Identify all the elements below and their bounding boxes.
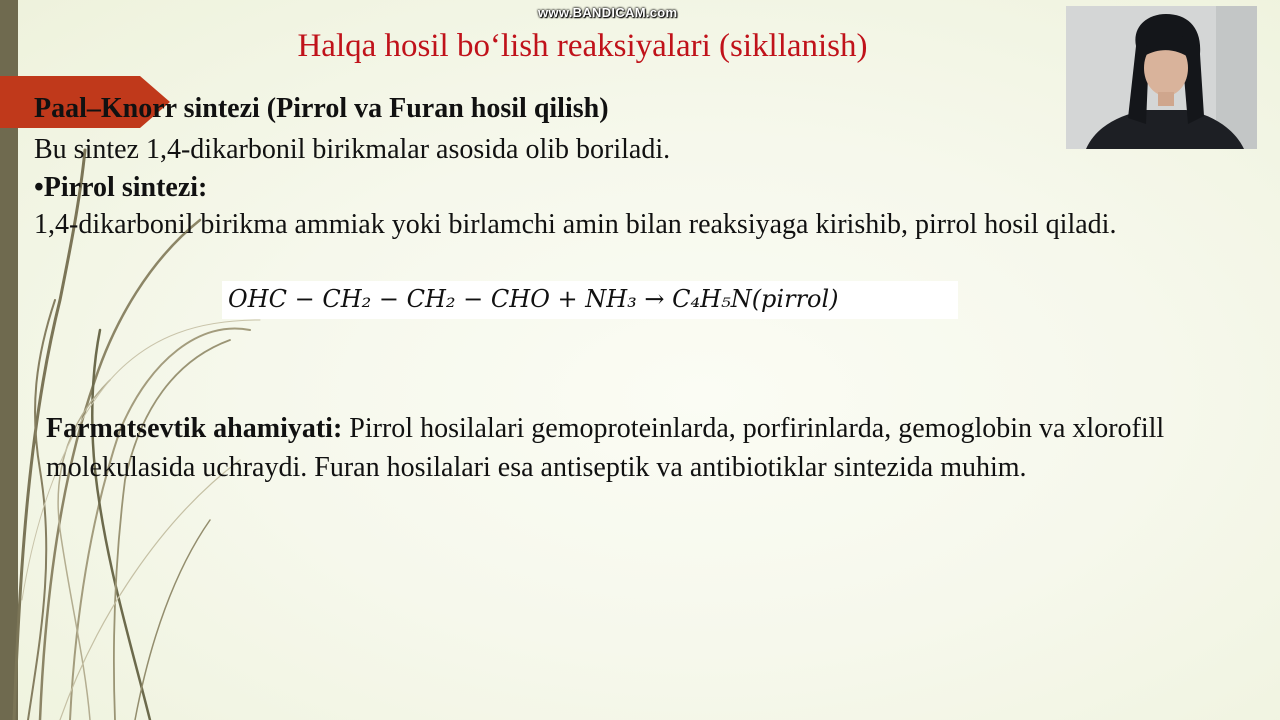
presenter-webcam-overlay: [1066, 6, 1257, 149]
pirrol-description: 1,4-dikarbonil birikma ammiak yoki birlamchi amin bilan reaksiyaga kirishib, pirrol hosil qiladi.: [34, 209, 1117, 240]
slide-title: Halqa hosil bo‘lish reaksiyalari (sikllanish): [297, 28, 868, 64]
pharma-label: Farmatsevtik ahamiyati:: [46, 413, 343, 444]
presenter-image: [1066, 6, 1257, 149]
pharma-paragraph: [46, 410, 1236, 487]
pharma-text: Pirrol hosilalari gemoproteinlarda, porfirinlarda, gemoglobin va xlorofill molekulasida uchraydi. Furan hosilalari esa antiseptik va antibiotiklar sintezida muhim.: [46, 413, 1165, 483]
recording-watermark: www.BANDICAM.com: [538, 5, 678, 20]
reaction-equation: [222, 281, 958, 319]
pirrol-subheading: •Pirrol sintezi:: [34, 172, 208, 203]
equation-text: OHC − CH₂ − CH₂ − CHO + NH₃ → C₄H₅N(pirrol): [228, 285, 839, 313]
intro-line: Bu sintez 1,4-dikarbonil birikmalar asosida olib boriladi.: [34, 134, 671, 165]
section-heading: Paal–Knorr sintezi (Pirrol va Furan hosil qilish): [34, 93, 609, 124]
